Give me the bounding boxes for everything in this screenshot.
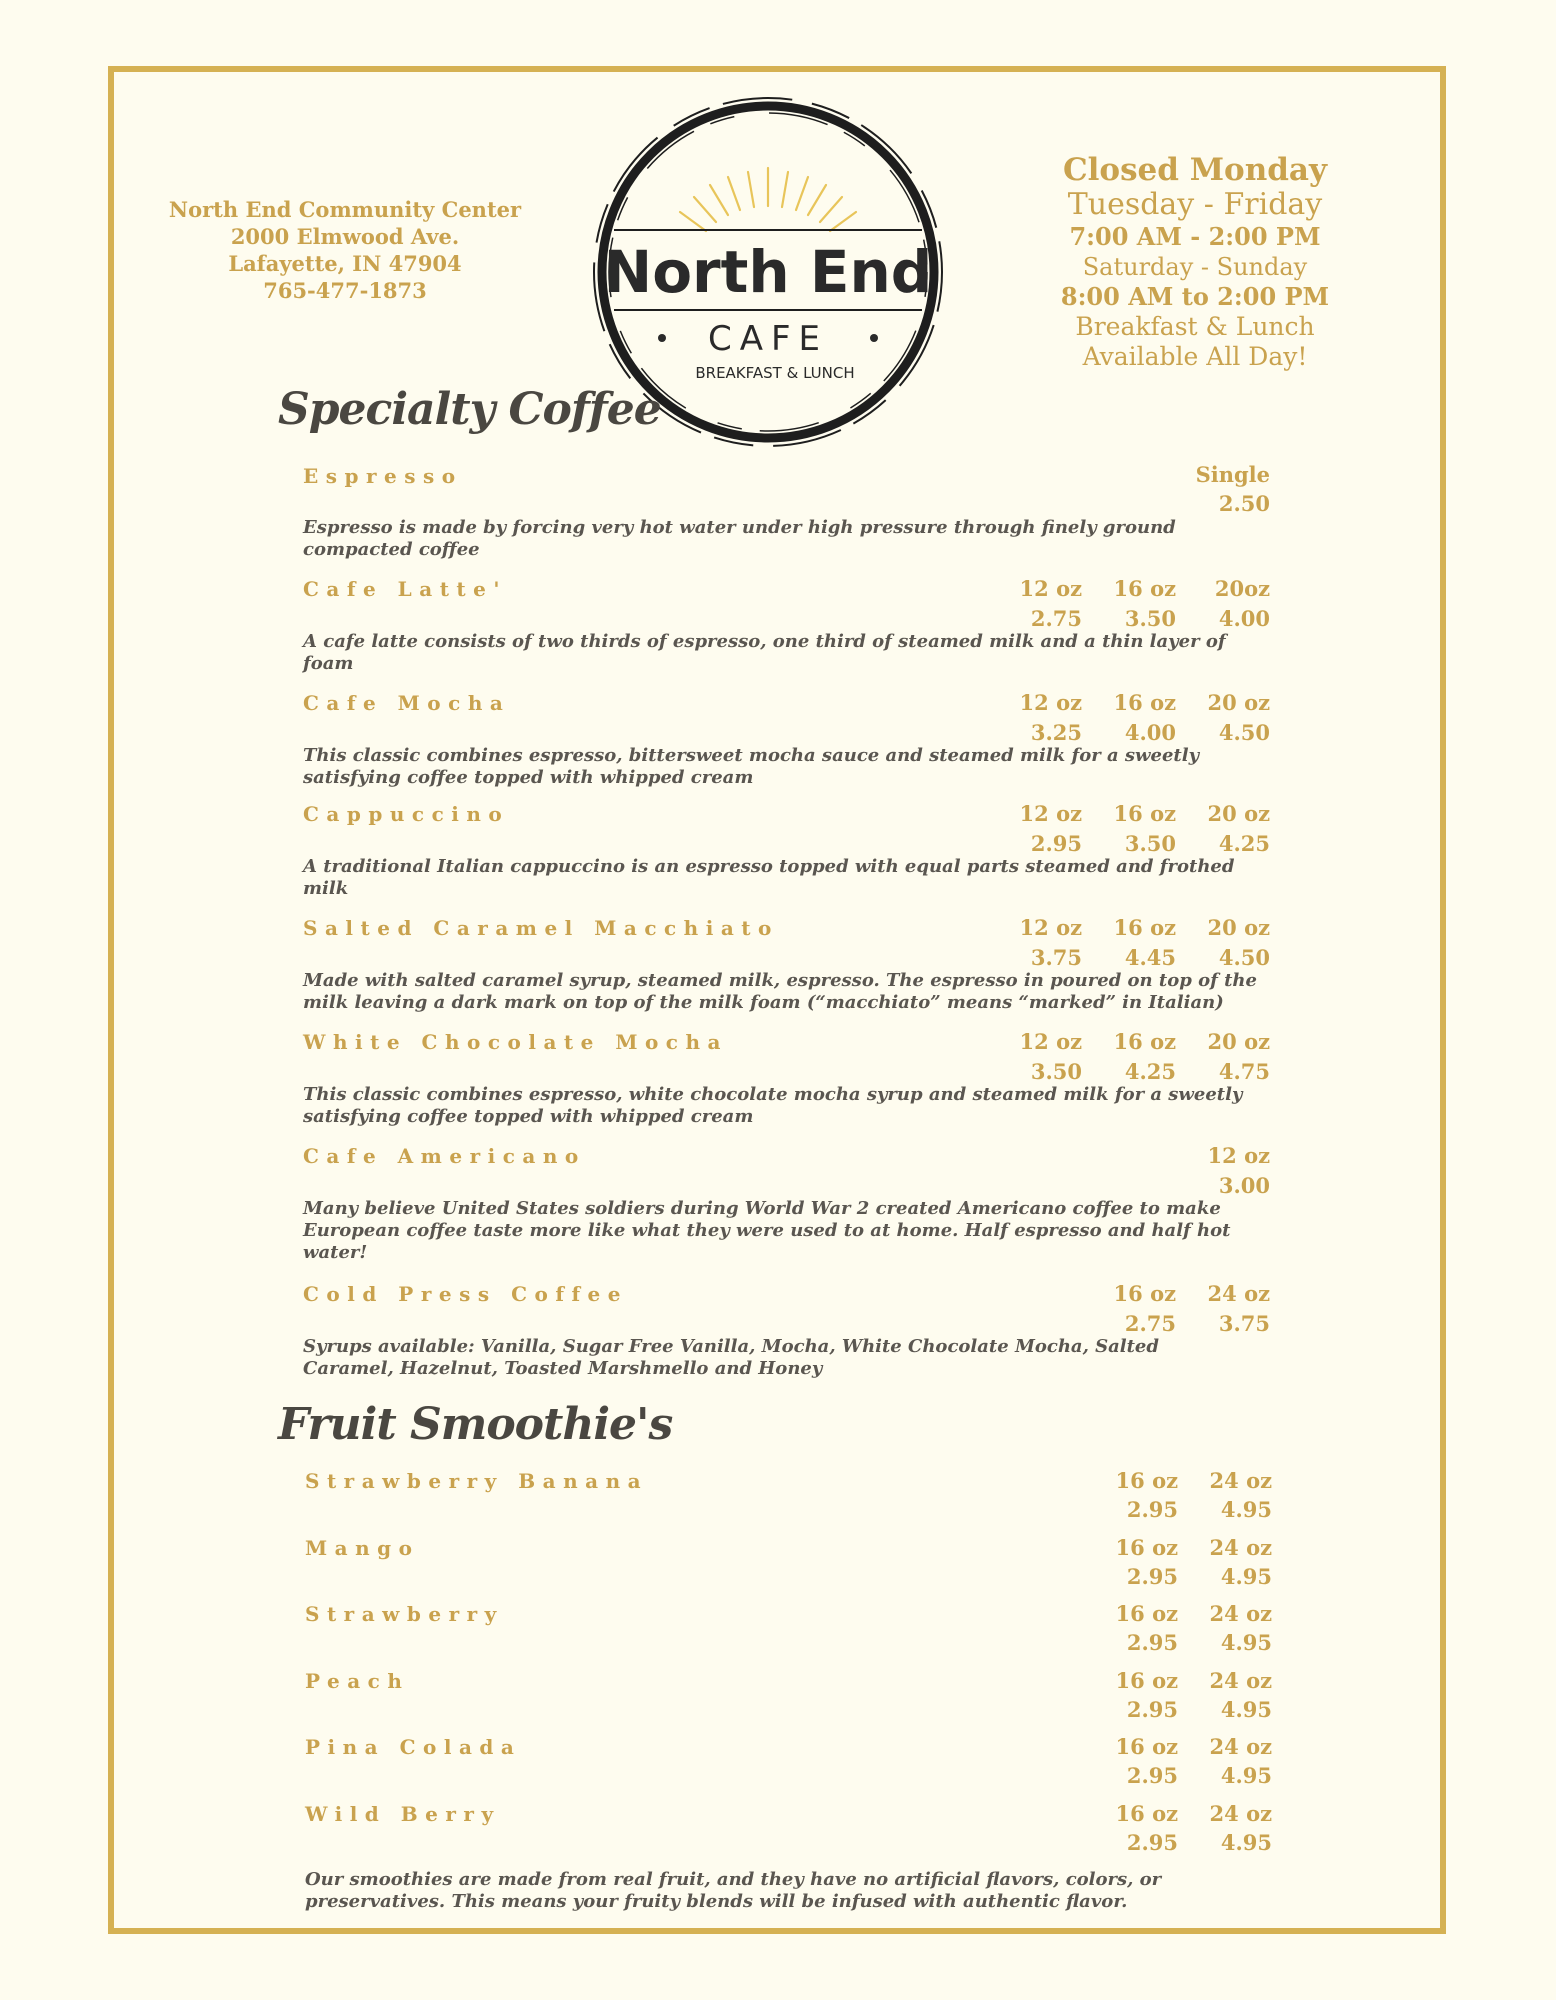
price: 2.75 [1030,606,1082,631]
sun-rays-icon [680,168,856,231]
description-line: water! [303,1242,368,1263]
price: 4.00 [1124,720,1176,745]
menu-item-description [303,970,1273,1014]
size-label: 24 oz [1209,1734,1272,1759]
price: 4.25 [1218,831,1270,856]
price: 2.95 [1126,1763,1178,1788]
menu-item-description [303,517,1273,561]
price: 3.75 [1218,1311,1270,1336]
menu-item-name: Wild Berry [305,1802,501,1826]
price: 2.75 [1124,1311,1176,1336]
price: 3.50 [1124,831,1176,856]
size-label: 16 oz [1113,576,1176,601]
price: 4.95 [1220,1497,1272,1522]
smoothies-section-title: Fruit Smoothie's [278,1399,673,1450]
description-line: Espresso is made by forcing very hot water under high pressure through finely ground [303,517,1176,538]
address-name: North End Community Center [168,197,522,222]
price: 4.95 [1220,1630,1272,1655]
hours-note-2: Available All Day! [1082,342,1308,371]
menu-item-name: Peach [305,1669,410,1693]
menu-item-name: Pina Colada [305,1735,522,1759]
hours-weekend-time: 8:00 AM to 2:00 PM [1060,282,1330,311]
menu-item-name: Strawberry Banana [305,1469,649,1493]
description-line: compacted coffee [303,539,480,560]
size-label: 24 oz [1209,1668,1272,1693]
price: 4.00 [1218,606,1270,631]
menu-item-description [303,745,1273,789]
description-line: Caramel, Hazelnut, Toasted Marshmello and Honey [303,1358,823,1379]
description-line: Made with salted caramel syrup, steamed milk, espresso. The espresso in poured on top of the [303,970,1257,991]
address-block [130,196,560,304]
price: 4.95 [1220,1763,1272,1788]
price: 4.50 [1218,945,1270,970]
price: 4.95 [1220,1564,1272,1589]
price: 2.95 [1126,1630,1178,1655]
menu-item-name: Mango [305,1536,420,1560]
size-label: 12 oz [1207,1143,1270,1168]
price: 4.50 [1218,720,1270,745]
price: 4.25 [1124,1059,1176,1084]
price: 2.50 [1218,491,1270,516]
size-label: 16 oz [1115,1535,1178,1560]
description-line: Syrups available: Vanilla, Sugar Free Vanilla, Mocha, White Chocolate Mocha, Salted [303,1336,1159,1357]
hours-weekday-days: Tuesday - Friday [1067,187,1323,222]
size-label: 20oz [1214,576,1270,601]
address-street: 2000 Elmwood Ave. [230,224,460,249]
description-line: A traditional Italian cappuccino is an espresso topped with equal parts steamed and frothed [303,856,1235,877]
description-line: foam [303,653,354,674]
size-label: 16 oz [1115,1468,1178,1493]
hours-note-1: Breakfast & Lunch [1075,312,1315,341]
size-label: 16 oz [1113,801,1176,826]
price: 4.75 [1218,1059,1270,1084]
description-line: milk leaving a dark mark on top of the milk foam (“macchiato” means “marked” in Italian) [303,992,1224,1013]
address-phone: 765-477-1873 [263,278,427,303]
description-line: Our smoothies are made from real fruit, and they have no artificial flavors, colors, or [305,1869,1162,1890]
description-line: preservatives. This means your fruity blends will be infused with authentic flavor. [305,1891,1128,1912]
description-line: satisfying coffee topped with whipped cream [303,767,754,788]
size-label: 24 oz [1209,1801,1272,1826]
description-line: milk [303,878,349,899]
size-label: 24 oz [1209,1468,1272,1493]
size-label: 20 oz [1207,690,1270,715]
size-label: 24 oz [1207,1281,1270,1306]
price: 2.95 [1126,1697,1178,1722]
coffee-section-title: Specialty Coffee [278,384,661,435]
price: 4.95 [1220,1830,1272,1855]
size-label: 16 oz [1113,1281,1176,1306]
address-city: Lafayette, IN 47904 [228,251,462,276]
smoothies-note [305,1869,1285,1913]
price: 3.50 [1030,1059,1082,1084]
price: 3.25 [1030,720,1082,745]
size-label: 16 oz [1115,1734,1178,1759]
price: 2.95 [1126,1830,1178,1855]
price: 2.95 [1126,1564,1178,1589]
size-label: 12 oz [1019,1029,1082,1054]
menu-item-name: Cafe Mocha [303,691,511,715]
size-label: 16 oz [1115,1601,1178,1626]
price: 3.50 [1124,606,1176,631]
logo-subtitle: CAFE [707,319,829,359]
size-label: 20 oz [1207,801,1270,826]
logo-tagline: BREAKFAST & LUNCH [695,364,855,382]
menu-item-name: Cold Press Coffee [303,1282,628,1306]
description-line: Many believe United States soldiers during World War 2 created Americano coffee to make [303,1198,1221,1219]
menu-item-description [303,1198,1273,1264]
size-label: 12 oz [1019,690,1082,715]
hours-weekday-time: 7:00 AM - 2:00 PM [1069,222,1321,251]
menu-item-name: Cappuccino [303,802,510,826]
menu-item-description [303,1336,1273,1380]
menu-item-description [303,631,1273,675]
menu-item-name: Espresso [303,464,463,488]
price: 4.95 [1220,1697,1272,1722]
price: 2.95 [1126,1497,1178,1522]
size-label: 20 oz [1207,1029,1270,1054]
menu-item-name: Cafe Latte' [303,577,508,601]
size-label: 16 oz [1113,1029,1176,1054]
size-label: 12 oz [1019,576,1082,601]
size-label: 16 oz [1113,915,1176,940]
description-line: This classic combines espresso, bittersweet mocha sauce and steamed milk for a sweetly [303,745,1200,766]
size-label: 24 oz [1209,1601,1272,1626]
size-label: 16 oz [1113,690,1176,715]
price: 4.45 [1124,945,1176,970]
size-label: 12 oz [1019,915,1082,940]
size-label: 20 oz [1207,915,1270,940]
description-line: satisfying coffee topped with whipped cream [303,1106,754,1127]
menu-item-description [303,1084,1273,1128]
hours-closed: Closed Monday [1062,152,1328,188]
hours-weekend-days: Saturday - Sunday [1082,253,1308,281]
size-label: Single [1195,462,1270,487]
menu-item-name: Cafe Americano [303,1144,586,1168]
size-label: 16 oz [1115,1668,1178,1693]
description-line: This classic combines espresso, white chocolate mocha syrup and steamed milk for a sweetly [303,1084,1243,1105]
description-line: A cafe latte consists of two thirds of espresso, one third of steamed milk and a thin layer of [303,631,1226,652]
menu-item-name: White Chocolate Mocha [303,1030,728,1054]
size-label: 24 oz [1209,1535,1272,1560]
menu-item-description [303,856,1273,900]
price: 2.95 [1030,831,1082,856]
price: 3.75 [1030,945,1082,970]
size-label: 16 oz [1115,1801,1178,1826]
menu-item-name: Salted Caramel Macchiato [303,916,779,940]
description-line: European coffee taste more like what they were used to at home. Half espresso and half hot [303,1220,1231,1241]
logo-title: North End [603,238,933,306]
price: 3.00 [1218,1173,1270,1198]
size-label: 12 oz [1019,801,1082,826]
menu-item-name: Strawberry [305,1602,504,1626]
hours-block [1030,152,1360,372]
